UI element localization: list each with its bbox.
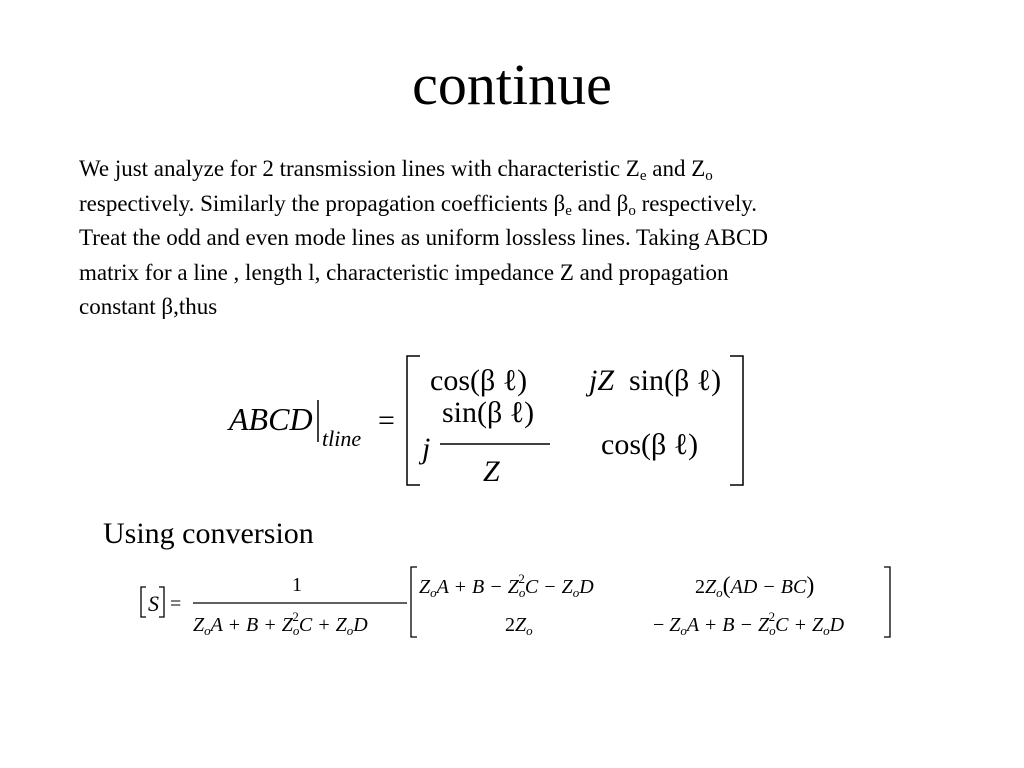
abcd-matrix-equation xyxy=(225,350,755,490)
s-matrix-entry-11: $Z_oA + B - Z_o2C - Z_oD$ xyxy=(419,571,594,600)
matrix-entry-a: cos(β ℓ) xyxy=(430,364,528,397)
s-right-bracket xyxy=(159,587,164,617)
subscript-e: e xyxy=(565,202,572,219)
equals-sign: = xyxy=(378,404,395,437)
paragraph-line-4: matrix for a line , length l, characteristic impedance Z and propagation xyxy=(79,259,729,285)
body-paragraph xyxy=(79,152,959,325)
j-z-factor: jZ xyxy=(589,364,615,397)
matrix-left-bracket xyxy=(411,567,417,637)
paragraph-line-1 xyxy=(79,152,959,187)
subscript-o: o xyxy=(628,202,636,219)
text-run: respectively. xyxy=(635,190,757,216)
abcd-label: ABCD xyxy=(229,401,313,437)
s-left-bracket xyxy=(141,587,146,617)
s-matrix-entry-12: $2Z_o(AD - BC)$ xyxy=(695,573,815,600)
s-matrix-equation xyxy=(135,563,895,643)
fraction-numerator: sin(β ℓ) xyxy=(442,396,535,429)
fraction-denominator: $Z_oA + B + Z_o2C + Z_oD$ xyxy=(193,609,368,638)
j-factor: j xyxy=(422,432,431,465)
equals-sign: = xyxy=(170,593,182,615)
text-run: respectively. Similarly the propagation coefficients β xyxy=(79,190,566,216)
slide-title: continue xyxy=(412,52,612,117)
subscript-e: e xyxy=(639,168,647,184)
s-matrix-entry-21: $2Z_o$ xyxy=(505,614,533,638)
matrix-right-bracket xyxy=(884,567,890,637)
subscript-o: o xyxy=(705,168,713,184)
text-run: and β xyxy=(571,190,629,216)
using-conversion-label: Using conversion xyxy=(103,517,314,550)
fraction-numerator: 1 xyxy=(292,574,302,596)
right-bracket xyxy=(730,356,743,485)
fraction-denominator: Z xyxy=(483,455,500,488)
paragraph-line-3: Treat the odd and even mode lines as uniform lossless lines. Taking ABCD xyxy=(79,225,768,250)
paragraph-line-2 xyxy=(79,187,959,222)
text-run: We just analyze for 2 transmission lines with characteristic Z xyxy=(79,156,640,181)
text-run: and Z xyxy=(646,156,706,181)
paragraph-line-5: constant β,thus xyxy=(79,294,218,319)
matrix-entry-d: cos(β ℓ) xyxy=(601,428,699,461)
s-label: S xyxy=(148,591,159,616)
matrix-entry-b: sin(β ℓ) xyxy=(629,364,722,397)
s-matrix-entry-22: − $Z_oA + B - Z_o2C + Z_oD$ xyxy=(653,609,845,638)
tline-subscript: tline xyxy=(322,426,362,451)
left-bracket xyxy=(407,356,420,485)
